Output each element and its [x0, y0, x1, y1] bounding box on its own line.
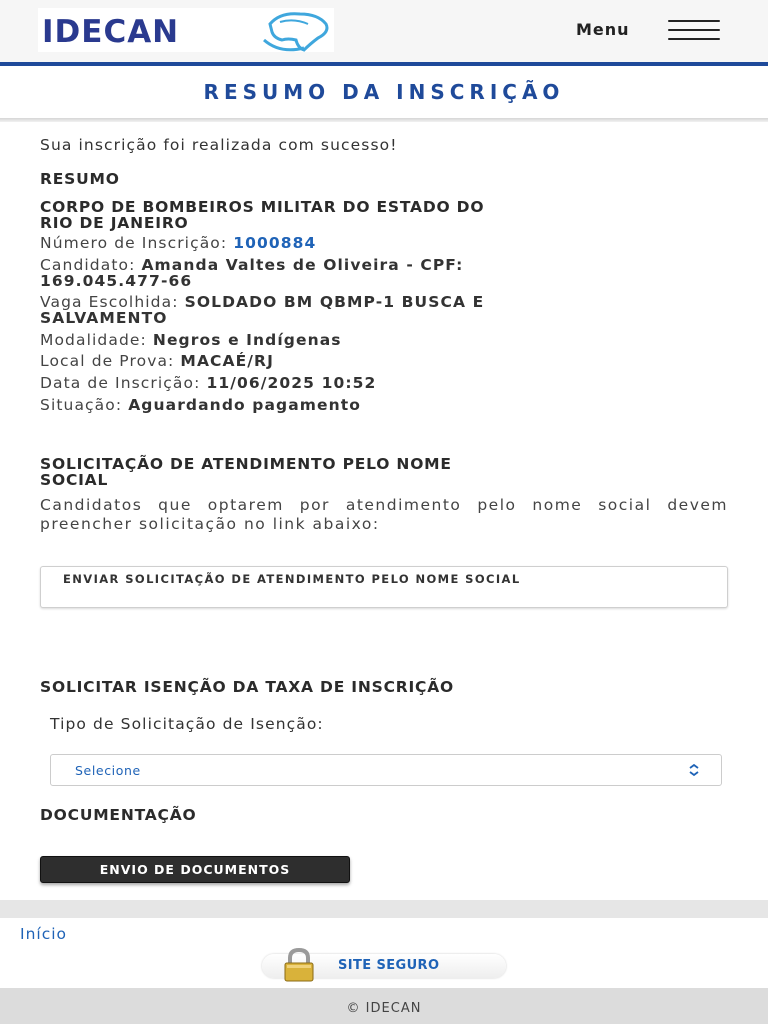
- idecan-logo[interactable]: [38, 8, 334, 52]
- summary-heading: RESUMO: [40, 170, 120, 188]
- menu-label[interactable]: Menu: [576, 20, 630, 39]
- registration-date-row: [40, 375, 376, 392]
- send-documents-button[interactable]: ENVIO DE DOCUMENTOS: [40, 856, 350, 883]
- page-title: RESUMO DA INSCRIÇÃO: [203, 80, 565, 104]
- exemption-type-selected-value: Selecione: [75, 763, 141, 778]
- status-row: [40, 397, 361, 414]
- top-header: [0, 0, 768, 62]
- secure-site-badge: [262, 954, 506, 978]
- status-label: Situação:: [40, 396, 123, 414]
- modality-label: Modalidade:: [40, 331, 147, 349]
- inscription-number-label: Número de Inscrição:: [40, 234, 228, 252]
- chevron-up-down-icon: [687, 762, 701, 778]
- send-social-name-request-button[interactable]: [40, 566, 728, 608]
- exam-location-label: Local de Prova:: [40, 352, 175, 370]
- vacancy-value: SOLDADO BM QBMP-1 BUSCA E: [184, 293, 485, 311]
- registration-date-value: 11/06/2025 10:52: [206, 374, 377, 392]
- home-link[interactable]: Início: [20, 925, 68, 943]
- footer-band: [0, 900, 768, 918]
- secure-site-text: SITE SEGURO: [338, 958, 440, 973]
- documentation-heading: DOCUMENTAÇÃO: [40, 806, 197, 824]
- title-divider: [0, 118, 768, 122]
- exemption-type-select[interactable]: [50, 754, 722, 786]
- candidate-value: Amanda Valtes de Oliveira - CPF:: [141, 256, 464, 274]
- social-name-heading-line-1: SOLICITAÇÃO DE ATENDIMENTO PELO NOME: [40, 455, 452, 473]
- logo-text: IDECAN: [42, 14, 180, 50]
- candidate-label: Candidato:: [40, 256, 136, 274]
- vacancy-label: Vaga Escolhida:: [40, 293, 179, 311]
- registration-date-label: Data de Inscrição:: [40, 374, 201, 392]
- modality-value: Negros e Indígenas: [152, 331, 342, 349]
- inscription-number-row: [40, 235, 316, 252]
- exam-location-row: [40, 353, 274, 370]
- hamburger-menu-icon[interactable]: [668, 18, 722, 42]
- status-value: Aguardando pagamento: [128, 396, 362, 414]
- exam-location-value: MACAÉ/RJ: [180, 352, 274, 370]
- success-message: Sua inscrição foi realizada com sucesso!: [40, 136, 398, 154]
- modality-row: [40, 332, 342, 349]
- brazil-map-icon: [260, 10, 334, 52]
- inscription-number-value: 1000884: [233, 234, 317, 252]
- cpf-value: 169.045.477-66: [40, 272, 193, 290]
- exemption-type-label: Tipo de Solicitação de Isenção:: [50, 715, 324, 733]
- social-name-description: Candidatos que optarem por atendimento pelo nome social devem preencher solicitação no link abaixo:: [40, 496, 728, 533]
- organization-line-1: CORPO DE BOMBEIROS MILITAR DO ESTADO DO: [40, 198, 485, 216]
- padlock-icon: [276, 948, 322, 982]
- vacancy-value-line-2: SALVAMENTO: [40, 309, 168, 327]
- copyright-text: © IDECAN: [346, 1001, 422, 1016]
- send-social-name-request-label: ENVIAR SOLICITAÇÃO DE ATENDIMENTO PELO NOME SOCIAL: [63, 572, 521, 586]
- exemption-heading: SOLICITAR ISENÇÃO DA TAXA DE INSCRIÇÃO: [40, 678, 455, 696]
- social-name-heading-line-2: SOCIAL: [40, 471, 109, 489]
- title-bar: [0, 66, 768, 118]
- copyright-bar: [0, 988, 768, 1024]
- organization-line-2: RIO DE JANEIRO: [40, 214, 189, 232]
